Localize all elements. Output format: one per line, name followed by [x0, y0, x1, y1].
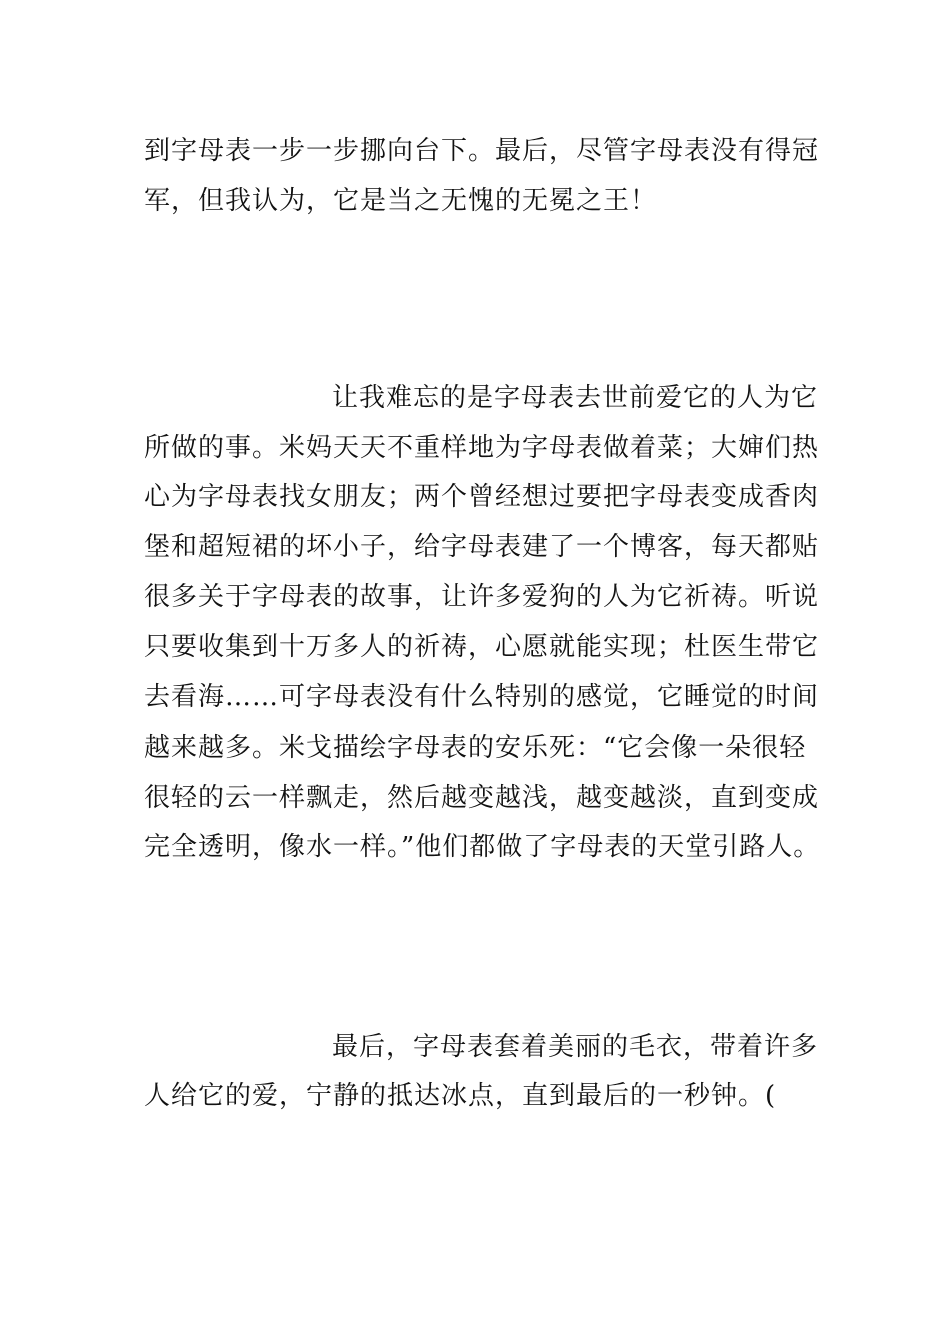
- paragraph-line: 完全透明，像水一样。”他们都做了字母表的天堂引路人。: [144, 832, 821, 862]
- paragraph-line: 军，但我认为，它是当之无愧的无冕之王！: [144, 186, 658, 216]
- paragraph-line: 只要收集到十万多人的祈祷，心愿就能实现；杜医生带它: [144, 632, 820, 662]
- paragraph-line: 让我难忘的是字母表去世前爱它的人为它: [332, 383, 819, 413]
- paragraph-line: 越来越多。米戈描绘字母表的安乐死：“它会像一朵很轻: [144, 733, 807, 763]
- paragraph-line: 心为字母表找女朋友；两个曾经想过要把字母表变成香肉: [144, 482, 820, 512]
- paragraph-line: 堡和超短裙的坏小子，给字母表建了一个博客，每天都贴: [144, 532, 820, 562]
- paragraph-line: 最后，字母表套着美丽的毛衣，带着许多: [332, 1032, 819, 1062]
- paragraph-line: 人给它的爱，宁静的抵达冰点，直到最后的一秒钟。(: [144, 1081, 777, 1111]
- paragraph-line: 所做的事。米妈天天不重样地为字母表做着菜；大婶们热: [144, 433, 820, 463]
- paragraph-line: 到字母表一步一步挪向台下。最后，尽管字母表没有得冠: [144, 136, 820, 166]
- paragraph-line: 去看海……可字母表没有什么特别的感觉，它睡觉的时间: [144, 682, 820, 712]
- paragraph-line: 很轻的云一样飘走，然后越变越浅，越变越淡，直到变成: [144, 783, 820, 813]
- paragraph-line: 很多关于字母表的故事，让许多爱狗的人为它祈祷。听说: [144, 582, 820, 612]
